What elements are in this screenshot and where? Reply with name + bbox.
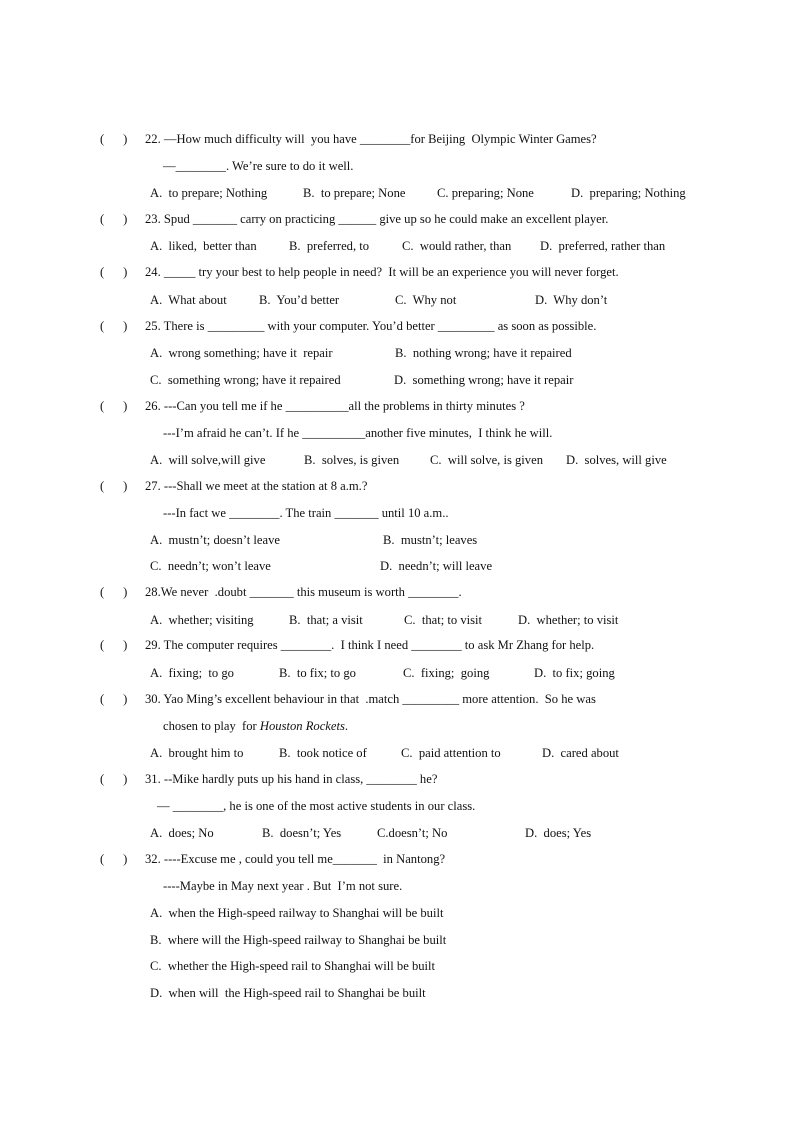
answer-paren: ( ) xyxy=(100,265,128,279)
option-d: D. something wrong; have it repair xyxy=(394,373,574,387)
option-b: B. You’d better xyxy=(259,293,340,307)
option-d: D. when will the High-speed rail to Shanghai be built xyxy=(150,986,426,1000)
option-d: D. preparing; Nothing xyxy=(571,186,686,200)
option-a: A. fixing; to go xyxy=(150,666,234,680)
option-b: B. to fix; to go xyxy=(279,666,356,680)
option-c: C. that; to visit xyxy=(404,613,483,627)
answer-paren: ( ) xyxy=(100,692,128,706)
option-b: B. where will the High-speed railway to Shanghai be built xyxy=(150,933,447,947)
answer-paren: ( ) xyxy=(100,132,128,146)
option-a: A. mustn’t; doesn’t leave xyxy=(150,533,281,547)
stem-end: . xyxy=(344,719,349,733)
option-b: B. to prepare; None xyxy=(303,186,406,200)
question-stem-line: ---In fact we ________. The train _______ until 10 a.m.. xyxy=(163,506,449,520)
option-d: D. whether; to visit xyxy=(518,613,619,627)
option-c: C. something wrong; have it repaired xyxy=(150,373,341,387)
option-a: A. when the High-speed railway to Shanghai will be built xyxy=(150,906,444,920)
team-name: Houston Rockets xyxy=(259,719,345,733)
option-d: D. cared about xyxy=(542,746,619,760)
question-stem: 31. --Mike hardly puts up his hand in class, ________ he? xyxy=(145,772,438,786)
option-d: D. Why don’t xyxy=(535,293,608,307)
stem-text: chosen to play for xyxy=(163,719,260,733)
option-d: D. solves, will give xyxy=(566,453,667,467)
question-stem: 32. ----Excuse me , could you tell me_______ in Nantong? xyxy=(145,852,446,866)
answer-paren: ( ) xyxy=(100,772,128,786)
question-stem-line: — ________, he is one of the most active students in our class. xyxy=(157,799,476,813)
question-stem: 22. —How much difficulty will you have ________for Beijing Olympic Winter Games? xyxy=(145,132,597,146)
option-a: A. whether; visiting xyxy=(150,613,254,627)
option-a: A. will solve,will give xyxy=(150,453,266,467)
answer-paren: ( ) xyxy=(100,479,128,493)
option-c: C. whether the High-speed rail to Shanghai will be built xyxy=(150,959,436,973)
answer-paren: ( ) xyxy=(100,399,128,413)
option-d: D. does; Yes xyxy=(525,826,592,840)
option-b: B. doesn’t; Yes xyxy=(262,826,342,840)
option-b: B. that; a visit xyxy=(289,613,363,627)
answer-paren: ( ) xyxy=(100,852,128,866)
option-d: D. preferred, rather than xyxy=(540,239,666,253)
answer-paren: ( ) xyxy=(100,638,128,652)
question-stem: 26. ---Can you tell me if he __________all the problems in thirty minutes ? xyxy=(145,399,525,413)
option-c: C. preparing; None xyxy=(437,186,534,200)
option-c: C.doesn’t; No xyxy=(377,826,448,840)
option-c: C. Why not xyxy=(395,293,457,307)
question-stem-line xyxy=(163,718,348,734)
option-b: B. solves, is given xyxy=(304,453,400,467)
question-stem: 27. ---Shall we meet at the station at 8 a.m.? xyxy=(145,479,368,493)
question-stem: 28.We never .doubt _______ this museum is worth ________. xyxy=(145,585,462,599)
option-c: C. will solve, is given xyxy=(430,453,543,467)
question-stem: 25. There is _________ with your computer. You’d better _________ as soon as possible. xyxy=(145,319,597,333)
answer-paren: ( ) xyxy=(100,319,128,333)
option-d: D. to fix; going xyxy=(534,666,615,680)
answer-paren: ( ) xyxy=(100,212,128,226)
answer-paren: ( ) xyxy=(100,585,128,599)
question-stem: 23. Spud _______ carry on practicing ______ give up so he could make an excellent player. xyxy=(145,212,609,226)
option-b: B. took notice of xyxy=(279,746,367,760)
option-a: A. to prepare; Nothing xyxy=(150,186,268,200)
question-stem: 29. The computer requires ________. I think I need ________ to ask Mr Zhang for help. xyxy=(145,638,595,652)
question-stem-line: ---I’m afraid he can’t. If he __________another five minutes, I think he will. xyxy=(163,426,553,440)
question-stem-line: —________. We’re sure to do it well. xyxy=(163,159,354,173)
option-a: A. liked, better than xyxy=(150,239,257,253)
option-b: B. nothing wrong; have it repaired xyxy=(395,346,572,360)
option-c: C. paid attention to xyxy=(401,746,501,760)
question-stem-line: ----Maybe in May next year . But I’m not sure. xyxy=(163,879,403,893)
option-a: A. wrong something; have it repair xyxy=(150,346,333,360)
option-b: B. preferred, to xyxy=(289,239,370,253)
option-a: A. does; No xyxy=(150,826,214,840)
option-c: C. fixing; going xyxy=(403,666,490,680)
option-c: C. needn’t; won’t leave xyxy=(150,559,271,573)
option-a: A. brought him to xyxy=(150,746,244,760)
option-c: C. would rather, than xyxy=(402,239,512,253)
option-a: A. What about xyxy=(150,293,227,307)
question-stem: 30. Yao Ming’s excellent behaviour in that .match _________ more attention. So he was xyxy=(145,692,596,706)
option-b: B. mustn’t; leaves xyxy=(383,533,478,547)
question-stem: 24. _____ try your best to help people in need? It will be an experience you will never forget. xyxy=(145,265,619,279)
option-d: D. needn’t; will leave xyxy=(380,559,493,573)
